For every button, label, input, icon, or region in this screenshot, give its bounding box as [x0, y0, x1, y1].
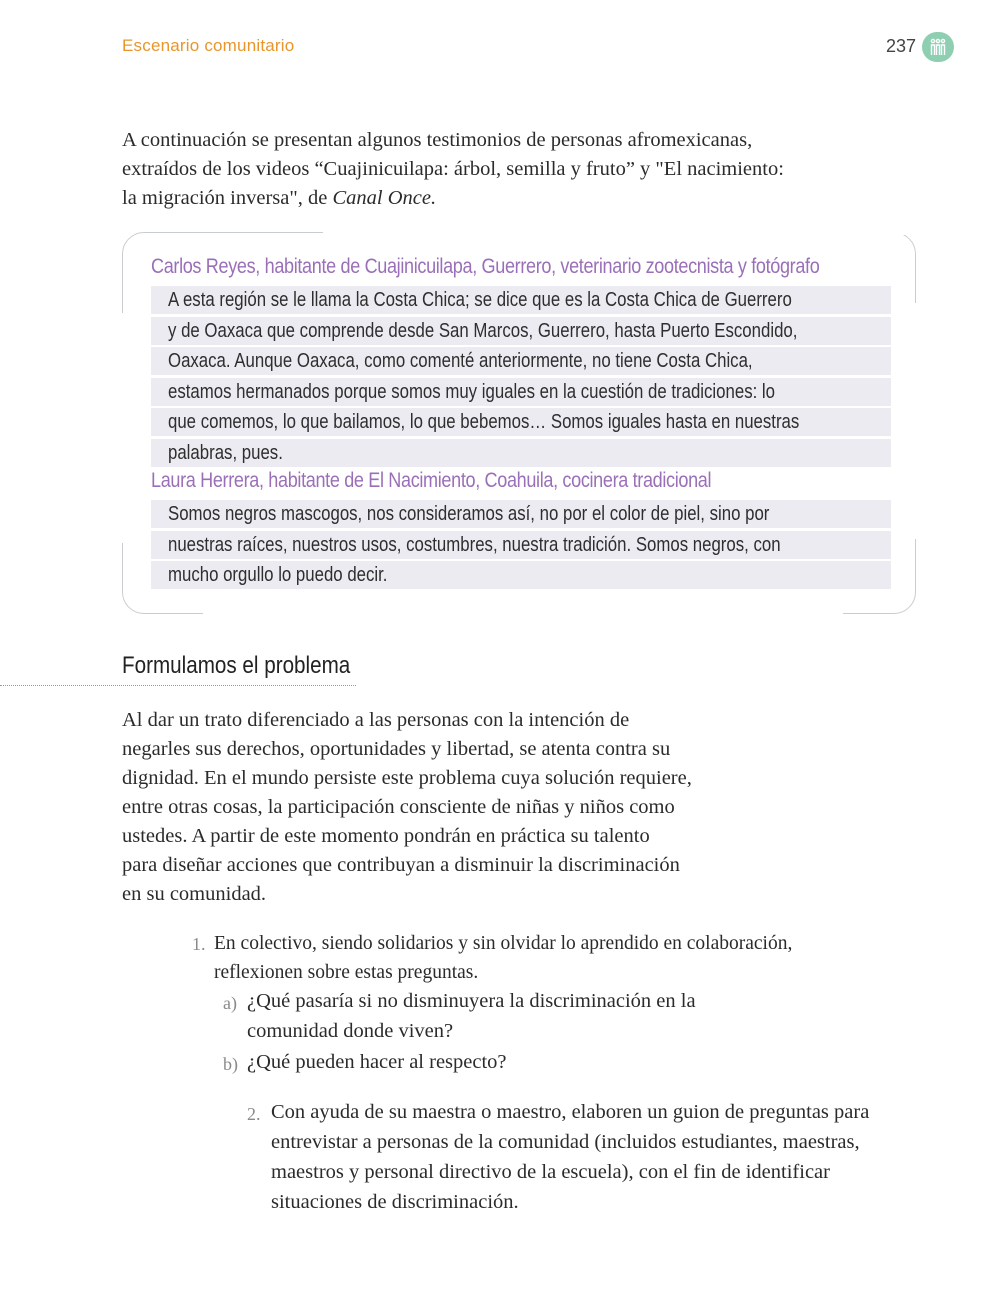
quote-line: Oaxaca. Aunque Oaxaca, como comenté anteriormente, no tiene Costa Chica,	[151, 347, 891, 375]
quote-line: A esta región se le llama la Costa Chica; se dice que es la Costa Chica de Guerrero	[151, 286, 891, 314]
page-badge	[922, 32, 954, 62]
activity-line: entrevistar a personas de la comunidad (incluidos estudiantes, maestras,	[271, 1131, 860, 1153]
section-header: Escenario comunitario	[122, 36, 295, 55]
intro-line: la migración inversa", de Canal Once.	[122, 187, 437, 209]
source-name: Canal Once.	[332, 187, 437, 209]
speaker-name: Laura Herrera, habitante de El Nacimiento, Coahuila, cocinera tradicional	[151, 469, 712, 492]
question-line: ¿Qué pasaría si no disminuyera la discriminación en la	[247, 990, 696, 1012]
question-letter: b)	[223, 1054, 238, 1074]
problem-paragraph	[122, 706, 742, 909]
question-line: ¿Qué pueden hacer al respecto?	[247, 1051, 507, 1073]
question-letter: a)	[223, 993, 237, 1013]
quote-line: que comemos, lo que bailamos, lo que bebemos… Somos iguales hasta en nuestras	[151, 408, 891, 436]
intro-line: A continuación se presentan algunos testimonios de personas afromexicanas,	[122, 129, 753, 151]
quote-line: mucho orgullo lo puedo decir.	[151, 561, 891, 589]
section-divider	[0, 685, 356, 686]
question-line: comunidad donde viven?	[247, 1020, 454, 1042]
activity-number: 2.	[247, 1104, 261, 1124]
activity-line: reflexionen sobre estas preguntas.	[214, 962, 479, 983]
quote-line: nuestras raíces, nuestros usos, costumbres, nuestra tradición. Somos negros, con	[151, 531, 891, 559]
paragraph-line: Al dar un trato diferenciado a las personas con la intención de	[122, 709, 630, 731]
quote-line: y de Oaxaca que comprende desde San Marcos, Guerrero, hasta Puerto Escondido,	[151, 317, 891, 345]
activity-number: 1.	[192, 934, 206, 954]
paragraph-line: entre otras cosas, la participación consciente de niñas y niños como	[122, 796, 675, 818]
question-item	[223, 986, 696, 1046]
quote-line: Somos negros mascogos, nos consideramos así, no por el color de piel, sino por	[151, 500, 891, 528]
paragraph-line: ustedes. A partir de este momento pondrán en práctica su talento	[122, 825, 650, 847]
activity-line: Con ayuda de su maestra o maestro, elaboren un guion de preguntas para	[271, 1101, 870, 1123]
quote-line: estamos hermanados porque somos muy iguales en la cuestión de tradiciones: lo	[151, 378, 891, 406]
page-number: 237	[886, 36, 917, 56]
activity-line: situaciones de discriminación.	[271, 1191, 519, 1213]
activity-item	[192, 929, 793, 987]
intro-paragraph	[122, 126, 842, 213]
community-icon	[929, 38, 947, 56]
activity-item	[247, 1097, 870, 1217]
activity-line: En colectivo, siendo solidarios y sin olvidar lo aprendido en colaboración,	[214, 933, 793, 954]
paragraph-line: dignidad. En el mundo persiste este problema cuya solución requiere,	[122, 767, 692, 789]
quote-line: palabras, pues.	[151, 439, 891, 467]
question-item	[223, 1047, 507, 1077]
activity-line: maestros y personal directivo de la escuela), con el fin de identificar	[271, 1161, 830, 1183]
paragraph-line: negarles sus derechos, oportunidades y libertad, se atenta contra su	[122, 738, 671, 760]
intro-line: extraídos de los videos “Cuajinicuilapa: árbol, semilla y fruto” y "El nacimiento:	[122, 158, 784, 180]
section-title: Formulamos el problema	[122, 652, 351, 679]
testimonial-quote	[151, 286, 891, 470]
paragraph-line: para diseñar acciones que contribuyan a disminuir la discriminación	[122, 854, 680, 876]
testimonial-quote	[151, 500, 891, 592]
paragraph-line: en su comunidad.	[122, 883, 267, 905]
speaker-name: Carlos Reyes, habitante de Cuajinicuilapa, Guerrero, veterinario zootecnista y fotógrafo	[151, 255, 820, 278]
